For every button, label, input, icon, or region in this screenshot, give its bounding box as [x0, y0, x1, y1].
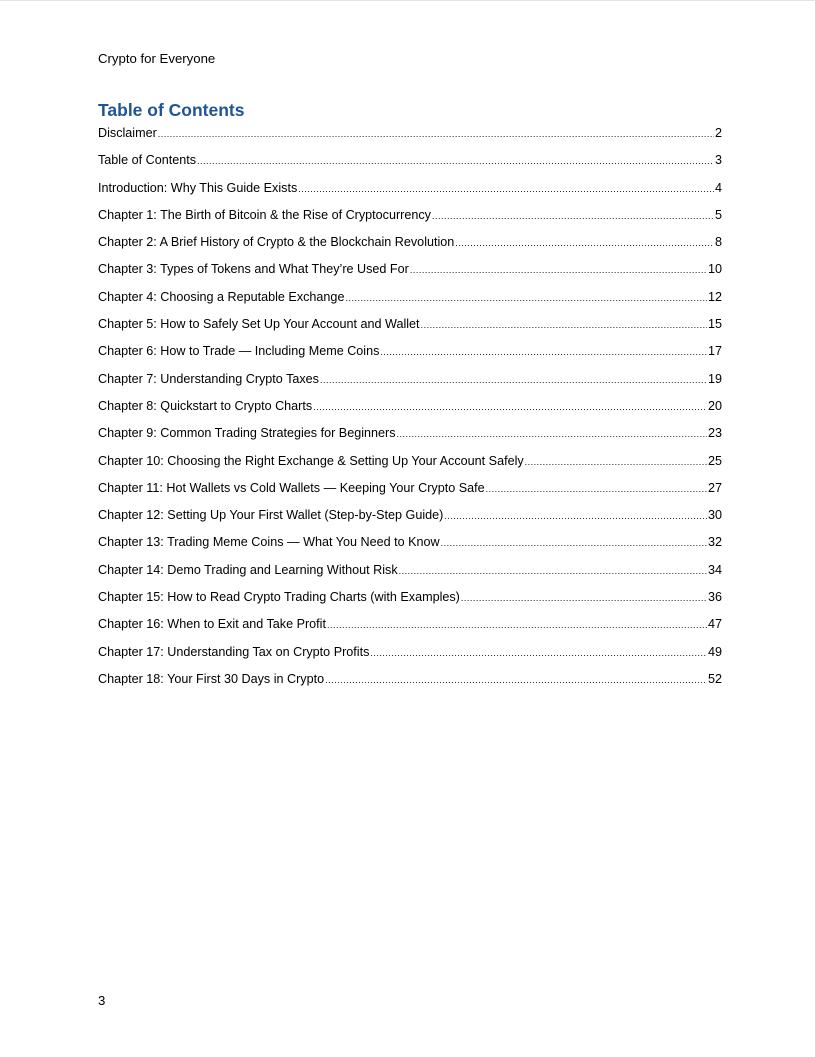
toc-entry-page: 17 — [707, 344, 722, 359]
toc-dot-leader — [298, 181, 714, 197]
toc-dot-leader — [158, 126, 714, 142]
toc-dot-leader — [370, 645, 707, 661]
toc-entry-page: 4 — [714, 180, 722, 195]
toc-dot-leader — [525, 454, 707, 470]
toc-heading: Table of Contents — [98, 100, 245, 120]
toc-entry[interactable] — [98, 671, 722, 698]
toc-entry[interactable] — [98, 207, 722, 234]
toc-entry-page: 34 — [707, 562, 722, 577]
toc-entry-page: 49 — [707, 644, 722, 659]
toc-entry[interactable] — [98, 343, 722, 370]
toc-dot-leader — [327, 617, 707, 633]
toc-entry-title: Chapter 7: Understanding Crypto Taxes — [98, 371, 319, 386]
toc-entry[interactable] — [98, 616, 722, 643]
toc-entry-page: 10 — [707, 262, 722, 277]
toc-entry-title: Chapter 12: Setting Up Your First Wallet (Step-by-Step Guide) — [98, 508, 444, 523]
toc-entry-title: Chapter 4: Choosing a Reputable Exchange — [98, 289, 345, 304]
toc-entry[interactable] — [98, 589, 722, 616]
toc-dot-leader — [486, 481, 707, 497]
toc-entry[interactable] — [98, 534, 722, 561]
toc-dot-leader — [320, 372, 707, 388]
toc-entry-page: 52 — [707, 671, 722, 686]
toc-entry-title: Chapter 2: A Brief History of Crypto & the Blockchain Revolution — [98, 235, 455, 250]
toc-dot-leader — [399, 563, 707, 579]
toc-entry[interactable] — [98, 234, 722, 261]
toc-entry-title: Chapter 1: The Birth of Bitcoin & the Rise of Cryptocurrency — [98, 207, 431, 222]
toc-entry-title: Chapter 11: Hot Wallets vs Cold Wallets — Keeping Your Crypto Safe — [98, 480, 485, 495]
toc-entry-page: 8 — [714, 235, 722, 250]
toc-entry-page: 15 — [707, 317, 722, 332]
toc-entry-page: 47 — [707, 617, 722, 632]
toc-entry-page: 12 — [707, 289, 722, 304]
toc-entry-title: Chapter 8: Quickstart to Crypto Charts — [98, 398, 313, 413]
toc-dot-leader — [197, 153, 714, 169]
toc-entry[interactable] — [98, 180, 722, 207]
toc-entry[interactable] — [98, 644, 722, 671]
toc-dot-leader — [461, 590, 707, 606]
toc-entry-title: Table of Contents — [98, 153, 197, 168]
running-header: Crypto for Everyone — [98, 51, 216, 66]
toc-entry[interactable] — [98, 261, 722, 288]
toc-dot-leader — [432, 208, 714, 224]
toc-entry-page: 30 — [707, 508, 722, 523]
toc-entry-title: Introduction: Why This Guide Exists — [98, 180, 298, 195]
toc-entry[interactable] — [98, 371, 722, 398]
toc-dot-leader — [421, 317, 707, 333]
toc-dot-leader — [313, 399, 707, 415]
toc-entry-page: 19 — [707, 371, 722, 386]
toc-dot-leader — [397, 426, 707, 442]
toc-dot-leader — [410, 262, 707, 278]
toc-entry-page: 32 — [707, 535, 722, 550]
toc-entry-page: 2 — [714, 126, 722, 140]
toc-entry[interactable] — [98, 289, 722, 316]
toc-entry-title: Chapter 15: How to Read Crypto Trading Charts (with Examples) — [98, 590, 460, 605]
toc-entry-title: Chapter 13: Trading Meme Coins — What You Need to Know — [98, 535, 440, 550]
toc-entry[interactable] — [98, 507, 722, 534]
toc-dot-leader — [380, 344, 707, 360]
toc-entry[interactable] — [98, 125, 722, 152]
toc-entry[interactable] — [98, 562, 722, 589]
toc-entry-title: Chapter 3: Types of Tokens and What They’re Used For — [98, 262, 409, 277]
page-number: 3 — [98, 993, 106, 1008]
toc-entry[interactable] — [98, 152, 722, 179]
toc-entry-title: Chapter 16: When to Exit and Take Profit — [98, 617, 326, 632]
toc-entry[interactable] — [98, 453, 722, 480]
toc-entry-title: Chapter 9: Common Trading Strategies for Beginners — [98, 426, 396, 441]
toc-entry-page: 23 — [707, 426, 722, 441]
toc-entry-title: Chapter 18: Your First 30 Days in Crypto — [98, 671, 325, 686]
toc-entry-title: Chapter 6: How to Trade — Including Meme Coins — [98, 344, 380, 359]
toc-entry-title: Chapter 5: How to Safely Set Up Your Account and Wallet — [98, 317, 420, 332]
toc-dot-leader — [345, 290, 707, 306]
toc-entry[interactable] — [98, 480, 722, 507]
toc-entry-page: 5 — [714, 207, 722, 222]
toc-entry-page: 27 — [707, 480, 722, 495]
toc-entry-page: 25 — [707, 453, 722, 468]
toc-list — [98, 125, 722, 698]
toc-dot-leader — [441, 535, 707, 551]
toc-dot-leader — [444, 508, 707, 524]
toc-entry[interactable] — [98, 316, 722, 343]
toc-entry-page: 20 — [707, 398, 722, 413]
toc-entry-title: Chapter 10: Choosing the Right Exchange & Setting Up Your Account Safely — [98, 453, 524, 468]
toc-entry-title: Chapter 17: Understanding Tax on Crypto Profits — [98, 644, 370, 659]
toc-entry-page: 3 — [714, 153, 722, 168]
toc-dot-leader — [455, 235, 714, 251]
toc-entry-title: Disclaimer — [98, 126, 157, 140]
toc-entry-title: Chapter 14: Demo Trading and Learning Without Risk — [98, 562, 398, 577]
toc-entry[interactable] — [98, 398, 722, 425]
toc-entry-page: 36 — [707, 590, 722, 605]
toc-dot-leader — [325, 672, 707, 688]
toc-entry[interactable] — [98, 425, 722, 452]
